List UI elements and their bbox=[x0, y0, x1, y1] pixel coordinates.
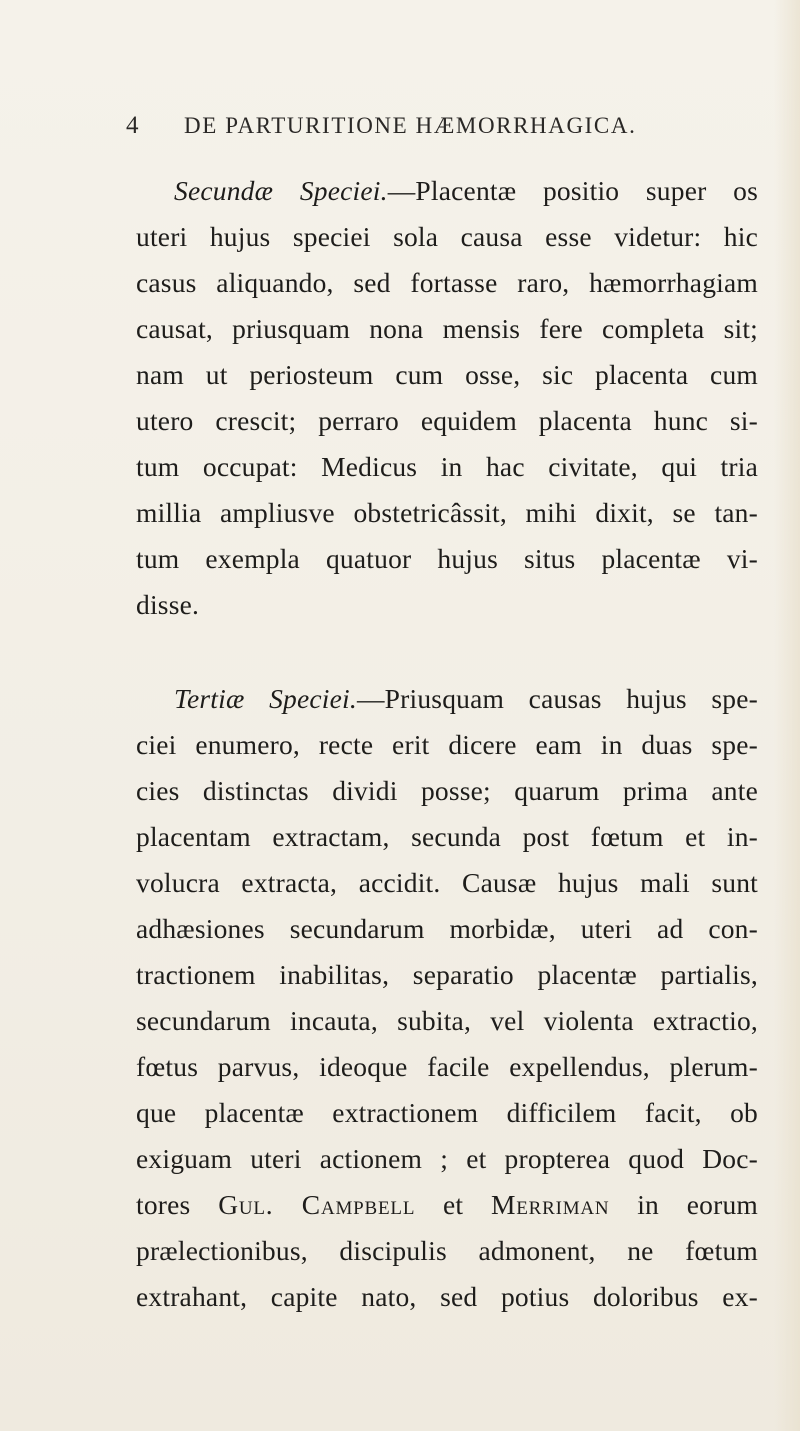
text-line: placentam extractam, secunda post fœtum et in- bbox=[136, 821, 758, 852]
text-line: nam ut periosteum cum osse, sic placenta cum bbox=[136, 359, 758, 390]
text-line: disse. bbox=[136, 589, 200, 620]
author-name-campbell: Gul. Campbell bbox=[218, 1189, 416, 1220]
text-line: volucra extracta, accidit. Causæ hujus mali sunt bbox=[136, 867, 758, 898]
text-line bbox=[136, 168, 758, 214]
section-heading-italic: Secundæ Speciei. bbox=[174, 175, 388, 206]
paragraph-gap bbox=[136, 628, 758, 676]
text-run: —Placentæ positio super os bbox=[387, 175, 758, 206]
text-line: cies distinctas dividi posse; quarum prima ante bbox=[136, 775, 758, 806]
text-line: extrahant, capite nato, sed potius doloribus ex- bbox=[136, 1281, 758, 1312]
running-title: DE PARTURITIONE HÆMORRHAGICA. bbox=[184, 113, 637, 138]
text-line: exiguam uteri actionem ; et propterea quod Doc- bbox=[136, 1143, 758, 1174]
text-line: causat, priusquam nona mensis fere completa sit; bbox=[136, 313, 758, 344]
text-line: utero crescit; perraro equidem placenta hunc si- bbox=[136, 405, 758, 436]
section-heading-italic: Tertiæ Speciei. bbox=[174, 683, 357, 714]
running-header bbox=[126, 112, 726, 146]
body-text bbox=[136, 168, 758, 1320]
text-line: adhæsiones secundarum morbidæ, uteri ad con- bbox=[136, 913, 758, 944]
text-line: tum occupat: Medicus in hac civitate, qui tria bbox=[136, 451, 758, 482]
text-line: uteri hujus speciei sola causa esse videtur: hic bbox=[136, 221, 758, 252]
text-run: tores bbox=[136, 1189, 219, 1220]
text-line-with-names bbox=[136, 1182, 758, 1228]
text-line: secundarum incauta, subita, vel violenta extractio, bbox=[136, 1005, 758, 1036]
text-line: casus aliquando, sed fortasse raro, hæmorrhagiam bbox=[136, 267, 758, 298]
text-run: et bbox=[415, 1189, 491, 1220]
page-number: 4 bbox=[126, 112, 141, 139]
paragraph-tertiae-speciei bbox=[136, 676, 758, 1320]
text-line bbox=[136, 676, 758, 722]
text-run: —Priusquam causas hujus spe- bbox=[356, 683, 758, 714]
page-edge-shading bbox=[774, 0, 800, 1431]
text-line: ciei enumero, recte erit dicere eam in duas spe- bbox=[136, 729, 758, 760]
text-line: tum exempla quatuor hujus situs placentæ vi- bbox=[136, 543, 758, 574]
paragraph-secundae-speciei bbox=[136, 168, 758, 628]
author-name-merriman: Merriman bbox=[490, 1189, 610, 1220]
text-line: fœtus parvus, ideoque facile expellendus, plerum- bbox=[136, 1051, 758, 1082]
text-line: prælectionibus, discipulis admonent, ne fœtum bbox=[136, 1235, 758, 1266]
text-line: tractionem inabilitas, separatio placentæ partialis, bbox=[136, 959, 758, 990]
text-run: in eorum bbox=[609, 1189, 758, 1220]
text-line: que placentæ extractionem difficilem facit, ob bbox=[136, 1097, 758, 1128]
text-line: millia ampliusve obstetricâssit, mihi dixit, se tan- bbox=[136, 497, 758, 528]
